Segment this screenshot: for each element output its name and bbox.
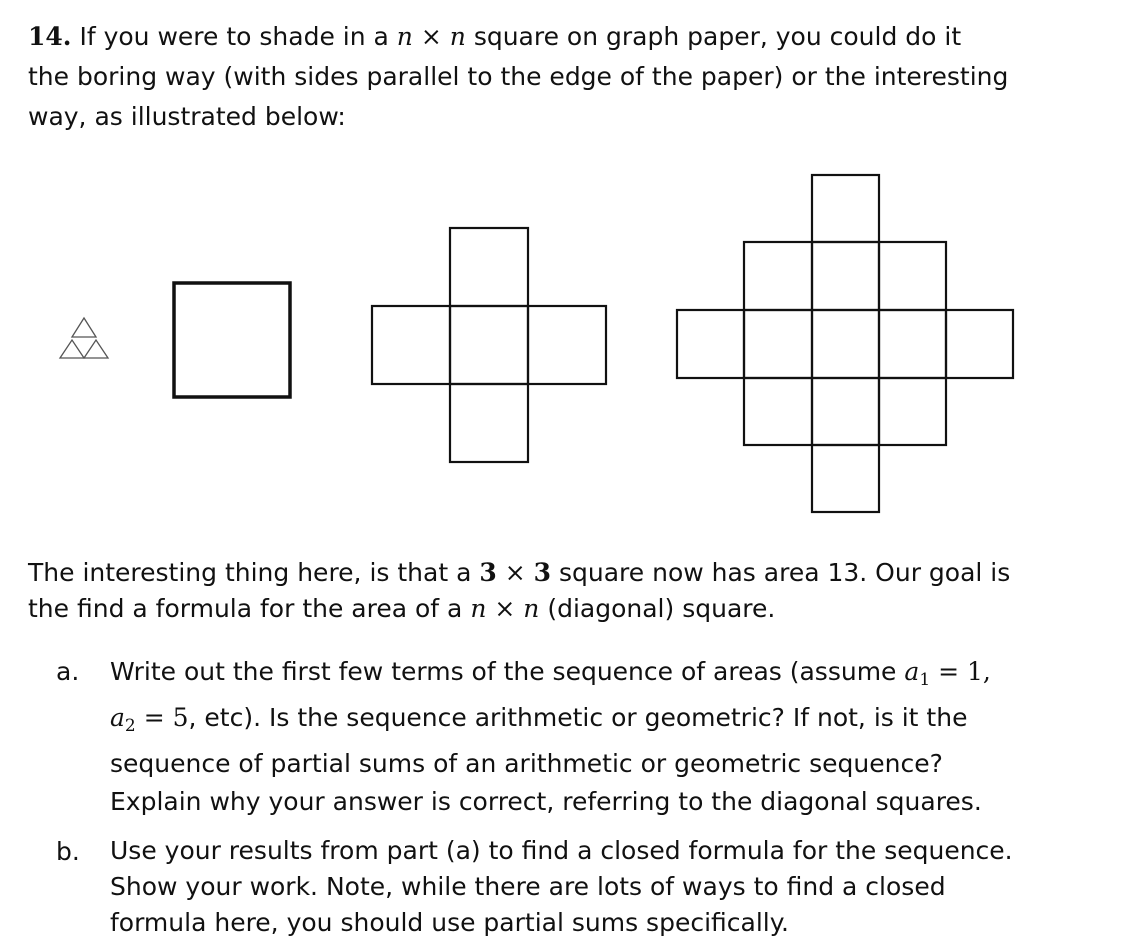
square-n1 xyxy=(174,283,290,397)
part-b-text: Use your results from part (a) to find a closed formula for the sequence. Show your work. Note, while there are lots of ways to find a closed formula here, you should use partial sums specifically. xyxy=(110,836,1013,937)
part-b-label: b. xyxy=(56,837,80,866)
problem-intro: 14. If you were to shade in a n × n square on graph paper, you could do it the boring way (with sides parallel to the edge of the paper) or the interesting way, as illustrated below: xyxy=(28,22,1009,131)
part-a-label: a. xyxy=(56,657,80,686)
square-n3 xyxy=(677,175,1013,512)
middle-paragraph: The interesting thing here, is that a 3 × 3 square now has area 13. Our goal is the find a formula for the area of a n × n (diagonal) square. xyxy=(28,558,1011,623)
part-a-text: Write out the first few terms of the sequence of areas (assume $a_1 = 1$, $a_2 = 5$, etc). Is the sequence arithmetic or geometric? If not, is it the sequence of partial sums of an arithmetic or geometric sequence? Explain why your answer is correct, referring to the diagonal squares. xyxy=(110,657,991,816)
problem-number: 14. xyxy=(28,22,72,51)
triangles-icon xyxy=(60,318,108,358)
square-n2 xyxy=(372,228,606,462)
